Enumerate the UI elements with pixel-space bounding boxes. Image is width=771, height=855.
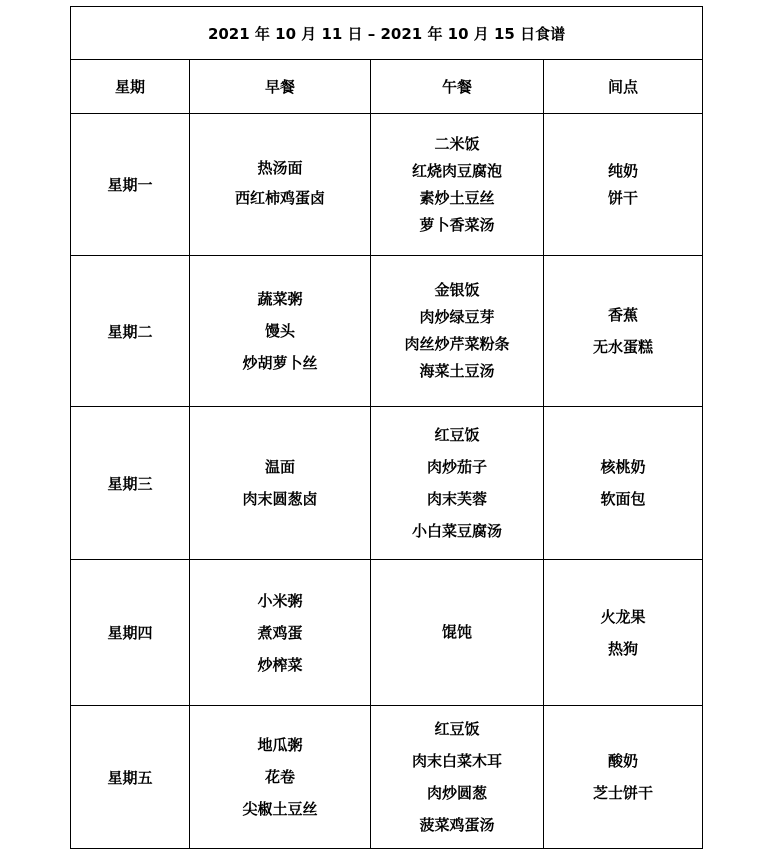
menu-item: 炒榨菜 — [257, 655, 303, 674]
menu-item: 芝士饼干 — [593, 784, 654, 802]
snack-cell — [544, 114, 703, 256]
snack-cell — [544, 407, 703, 560]
snack-cell — [544, 256, 703, 407]
menu-item: 二米饭 — [434, 134, 480, 153]
menu-item: 小米粥 — [257, 591, 303, 610]
menu-item: 软面包 — [600, 490, 646, 508]
breakfast-cell — [190, 560, 371, 706]
table-row — [71, 256, 703, 407]
menu-document — [70, 6, 702, 849]
menu-item: 肉末白菜木耳 — [411, 752, 502, 770]
menu-item: 纯奶 — [608, 161, 639, 180]
menu-item: 香蕉 — [608, 306, 639, 324]
table-row — [71, 114, 703, 256]
snack-cell — [544, 560, 703, 706]
menu-item: 金银饭 — [434, 281, 480, 299]
breakfast-cell — [190, 407, 371, 560]
header-row — [71, 60, 703, 114]
menu-item: 素炒土豆丝 — [419, 188, 495, 207]
header-snack: 间点 — [544, 60, 703, 114]
menu-item: 西红柿鸡蛋卤 — [234, 189, 325, 207]
breakfast-cell — [190, 706, 371, 849]
day-cell: 星期一 — [71, 114, 190, 256]
menu-item: 红烧肉豆腐泡 — [411, 161, 502, 180]
snack-cell — [544, 706, 703, 849]
header-breakfast: 早餐 — [190, 60, 371, 114]
menu-item: 肉炒绿豆芽 — [419, 308, 495, 326]
menu-item: 肉炒茄子 — [426, 458, 487, 476]
menu-item: 地瓜粥 — [257, 736, 303, 754]
header-lunch: 午餐 — [371, 60, 544, 114]
menu-item: 火龙果 — [600, 607, 646, 626]
menu-item: 酸奶 — [608, 752, 639, 770]
menu-item: 饼干 — [608, 188, 639, 207]
menu-item: 红豆饭 — [434, 720, 480, 738]
header-day: 星期 — [71, 60, 190, 114]
day-cell: 星期五 — [71, 706, 190, 849]
menu-item: 核桃奶 — [600, 458, 646, 476]
lunch-cell — [371, 407, 544, 560]
menu-item: 蔬菜粥 — [257, 290, 303, 308]
menu-item: 花卷 — [264, 768, 295, 786]
menu-item: 温面 — [264, 458, 295, 476]
menu-item: 红豆饭 — [434, 426, 480, 444]
menu-item: 萝卜香菜汤 — [419, 215, 495, 234]
lunch-cell — [371, 706, 544, 849]
table-row — [71, 407, 703, 560]
menu-item: 热狗 — [608, 639, 639, 658]
breakfast-cell — [190, 114, 371, 256]
menu-item: 尖椒土豆丝 — [242, 800, 318, 818]
table-row — [71, 706, 703, 849]
menu-item: 热汤面 — [257, 159, 303, 177]
lunch-cell — [371, 256, 544, 407]
menu-item: 馄饨 — [441, 623, 472, 641]
menu-item: 肉末芙蓉 — [426, 490, 487, 508]
menu-item: 无水蛋糕 — [593, 338, 654, 356]
day-cell: 星期三 — [71, 407, 190, 560]
day-cell: 星期二 — [71, 256, 190, 407]
menu-table — [70, 6, 703, 849]
breakfast-cell — [190, 256, 371, 407]
day-cell: 星期四 — [71, 560, 190, 706]
menu-item: 煮鸡蛋 — [257, 623, 303, 642]
menu-item: 小白菜豆腐汤 — [411, 522, 502, 540]
table-row — [71, 560, 703, 706]
menu-item: 肉末圆葱卤 — [242, 490, 318, 508]
menu-item: 肉丝炒芹菜粉条 — [404, 335, 510, 353]
menu-item: 菠菜鸡蛋汤 — [419, 816, 495, 834]
lunch-cell — [371, 560, 544, 706]
menu-item: 炒胡萝卜丝 — [242, 354, 318, 372]
lunch-cell — [371, 114, 544, 256]
menu-item: 海菜土豆汤 — [419, 362, 495, 380]
menu-item: 肉炒圆葱 — [426, 784, 487, 802]
menu-title: 2021 年 10 月 11 日 – 2021 年 10 月 15 日食谱 — [71, 7, 703, 60]
menu-item: 馒头 — [264, 322, 295, 340]
